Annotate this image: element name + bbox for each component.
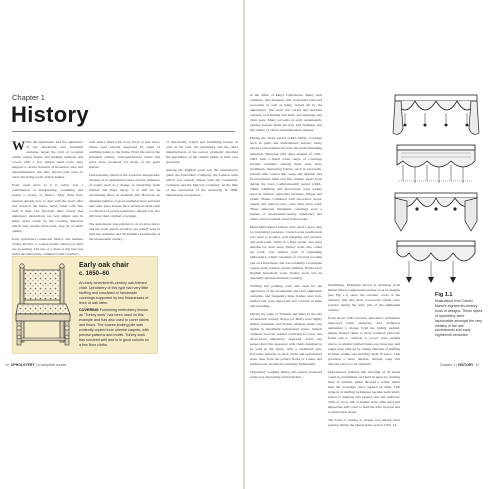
- pelmet-illustration-3: [391, 191, 481, 235]
- feature-caption-label: COVERING: [79, 308, 99, 312]
- chapter-label: Chapter 1: [12, 93, 45, 102]
- feature-caption-body: COVERING Furnishing embroidery known as "Turkey work" has been used on this example and has also used to cover tables and floors. The coarse-looking pile was evidently copied from oriental carpets, with precise patterns and motifs. Turkey work has survived well and is in good colours on a few floor cloths.: [79, 308, 150, 347]
- feature-heading: Early oak chair: [79, 262, 129, 269]
- pelmet-illustration-2: [391, 143, 481, 187]
- right-folio: Chapter 1 | HISTORY 11: [439, 363, 479, 367]
- body-paragraph: From about 1700 onwards, upholstery techniques improved when designers and architects demanded a change from the tightly padded, simple shaped chairs to more rounded, elaborate forms and to classical or rococo style padded pieces. A smaller padded frame saw more use, and edges were built up by rolling amounts of stuffing in linen scrims and stitching them in place. This provided a more durable, sharper edge and allowed curves to be obtained.: [328, 316, 400, 366]
- body-paragraph: Among the English work was the upholsterers' guild, the Upholders' Company, the London trade which was already linked with the Carpenters' Company and the Mercers' Company. At the time of the restoration of the monarchy in 1660, upholsterers recognised ...: [166, 168, 238, 198]
- body-column-2: [328, 283, 400, 428]
- body-paragraph: of historically scaled and furnishing houses as well as his own, the upholstery and the other manufacturers of the period, gradually absorbed the specialities of the cabinet maker as their own speciality.: [166, 140, 238, 165]
- body-column-3: [166, 140, 238, 290]
- body-paragraph: with sitters filled with wool, flock or just straw. These were usually supported by strips of webbing nailed to the frame. From the end of the sixteenth century, well-upholstered chairs and sofas were produced for many of the great houses.: [89, 140, 160, 170]
- body-paragraph: The upholsterer was referred to as an arras-tailor, and the work and its products are widely seen in both the wealthier and the humbler households of the seventeenth century ...: [89, 221, 160, 241]
- body-paragraph: The form of seating or drapes was among most popular during the Queen Anne period 1702–14.: [328, 418, 400, 428]
- body-column-1: [250, 93, 322, 380]
- left-folio: 10 UPHOLSTERY | A complete course: [5, 363, 67, 367]
- feature-caption-lead: An early seventeenth-century oak-framed chair. Upholstery of this type had very little stuffing and consisted of handmade coverings supported by two thicknesses of linen or oak laths.: [79, 281, 149, 305]
- body-paragraph: While the upholsterer and the upholstery of the nineteenth and twentieth centuries began the craft of covering chairs, laying drapes and making cushions and covers with a few simple hand tools, they mapped a certain freedom of invention once and experimentation that they moved with ways to adorn the living room of their homes.: [12, 138, 83, 180]
- body-paragraph: Early work there as it is today: was a combination of inaugurating, cramming and facing a variety of fabrics. They must have learned quickly how to deal with the loom offer and research the better, better value with fine stuff at their rate. Revivals there clearly that upholstery instructions ran very simple and, in many cases, crude. So the covering materials which were mostly hard-work, may be of small quality.: [12, 183, 83, 233]
- drapery-illustrations: [391, 93, 481, 288]
- drop-cap: W: [12, 138, 25, 153]
- body-paragraph: Upholsterers realised that stitching of all kinds could be established and held in place by running lines of stitches, either through a scrim, rather than the coverings, since applied as often. This tying-in of stuffing techniques became particularly suited to cushions and squarer seat and cushions. Tufts of wool, silk or leather were often used and helped the stiff cover to hold the tufts in place and to retain their shape.: [328, 369, 400, 415]
- feature-caption: [79, 281, 152, 348]
- chapter-title: History: [11, 102, 89, 127]
- feature-date: c. 1650–60: [79, 271, 110, 277]
- body-paragraph: During the Tudor period (1485–1603), coverings such as plain and embroidered velvets, rarely tapestry and needlework were the main furnishing materials. Hurrying with other designs of 1530–1603 with a much wider range of coverings became available. Among these were more prominent, interesting fabrics, such as brocatelle, printed silks, Genoa silk, serge and damask, and flower-printed linen and fine leather. Apart from during the Lord Commonwealth period (1649–1660), trimming and decorations were widely used on crimson, especially furniture, fringes and braids. Braids combined with decorative drops, tassels and galloon lace, were then often used. These elaborate handmade coverings were a feature of seventeenth-century upholstery and often covered ancient sweat frameworks.: [250, 136, 322, 222]
- body-paragraph: During the reign of William and Mary in the late seventeenth century, Roger (of Huet) were highly skilled workmen and French refugees made vast strides in handmade upholstered wares. Superb cushions were the normal constraint for wear, and silver-laced upholstery appeared. Sofas and settees then first appeared, with chairs designed to be used in the home, with a cushioned seat. Favourite patterns on chair backs and upholstered seats, then from the pattern books of Lainez and leatherwork, became increasingly fashionable.: [250, 311, 322, 367]
- body-paragraph: Stuffing and padding were also used for the upholstery of the seventeenth and early eighteenth centuries, and frequently these frames were hair-stuffed and were supported and covered in linen and webbings.: [250, 283, 322, 308]
- body-paragraph: Early upholstery-connected fabrics and leathers traded directly or routed feature fabrics by their use as seating. The use of a chair or day bed was much uncomfortably combined with a wattled ...: [12, 236, 83, 256]
- body-paragraph: Unfortunately, much of the work has disappeared, because of its perishable nature and the influence of events such as a change of ownership, fresh fashion and mere decay. It is still for an astonishing effect on domestic life. However, an amazing number of good examples have survived and some great houses have preserved them with a collection of period upholstery, though very few still have their original coverings.: [89, 173, 160, 218]
- body-paragraph: furnishings. Examples shown in drawings from Daniel Marot's eighteenth-century book of designs (see Fig 1.1) show the curtains, cords of the window, bed and chair accessories which were popular during the early part of the eighteenth century.: [328, 283, 400, 313]
- body-paragraph: Hand-embroidered fabrics were used a great deal for furnishing purposes. Crewel-work needlework was used to produce wall hangings and curtains, and petit-point, while in a finer grade, was most suitable for chair seats. Turkey work, also called set work, was another form of furnishing embroidery, which consisted of coloured woollen pile on a base linen, and was evidently a technique copied from oriental carpets making. Produced in English household work, Turkey work was an unusually durable furniture covering.: [250, 225, 322, 280]
- title-rule: [12, 131, 235, 132]
- left-page: [0, 0, 244, 489]
- figure-caption: Illustrations from Daniel Marot's eighteenth-century book of designs. These styles of upholstery were fashionable amongst the very wealthy in the late seventeenth and early eighteenth centuries.: [435, 299, 483, 338]
- pelmet-illustration-1: [391, 93, 481, 139]
- body-paragraph: Upholstery working during this period produced some very interesting and furnished ...: [250, 370, 322, 380]
- right-page: [245, 0, 489, 489]
- pelmet-illustration-4: [391, 239, 481, 285]
- figure-label: Fig 1.1: [435, 292, 453, 298]
- oak-chair-illustration: [14, 262, 74, 348]
- body-paragraph: in the office of king's Upholsterer. Many such cushions, and draperies and cloth-seats followed soon-after as well as being carried out by the upholsterer. The work was varied and included curtains, bed-making and beds, and hangings and chair seats. Many accounts of early seventeenth-century houses detail the new bed hangings and the quality of velvet and fashionable designs.: [250, 93, 322, 133]
